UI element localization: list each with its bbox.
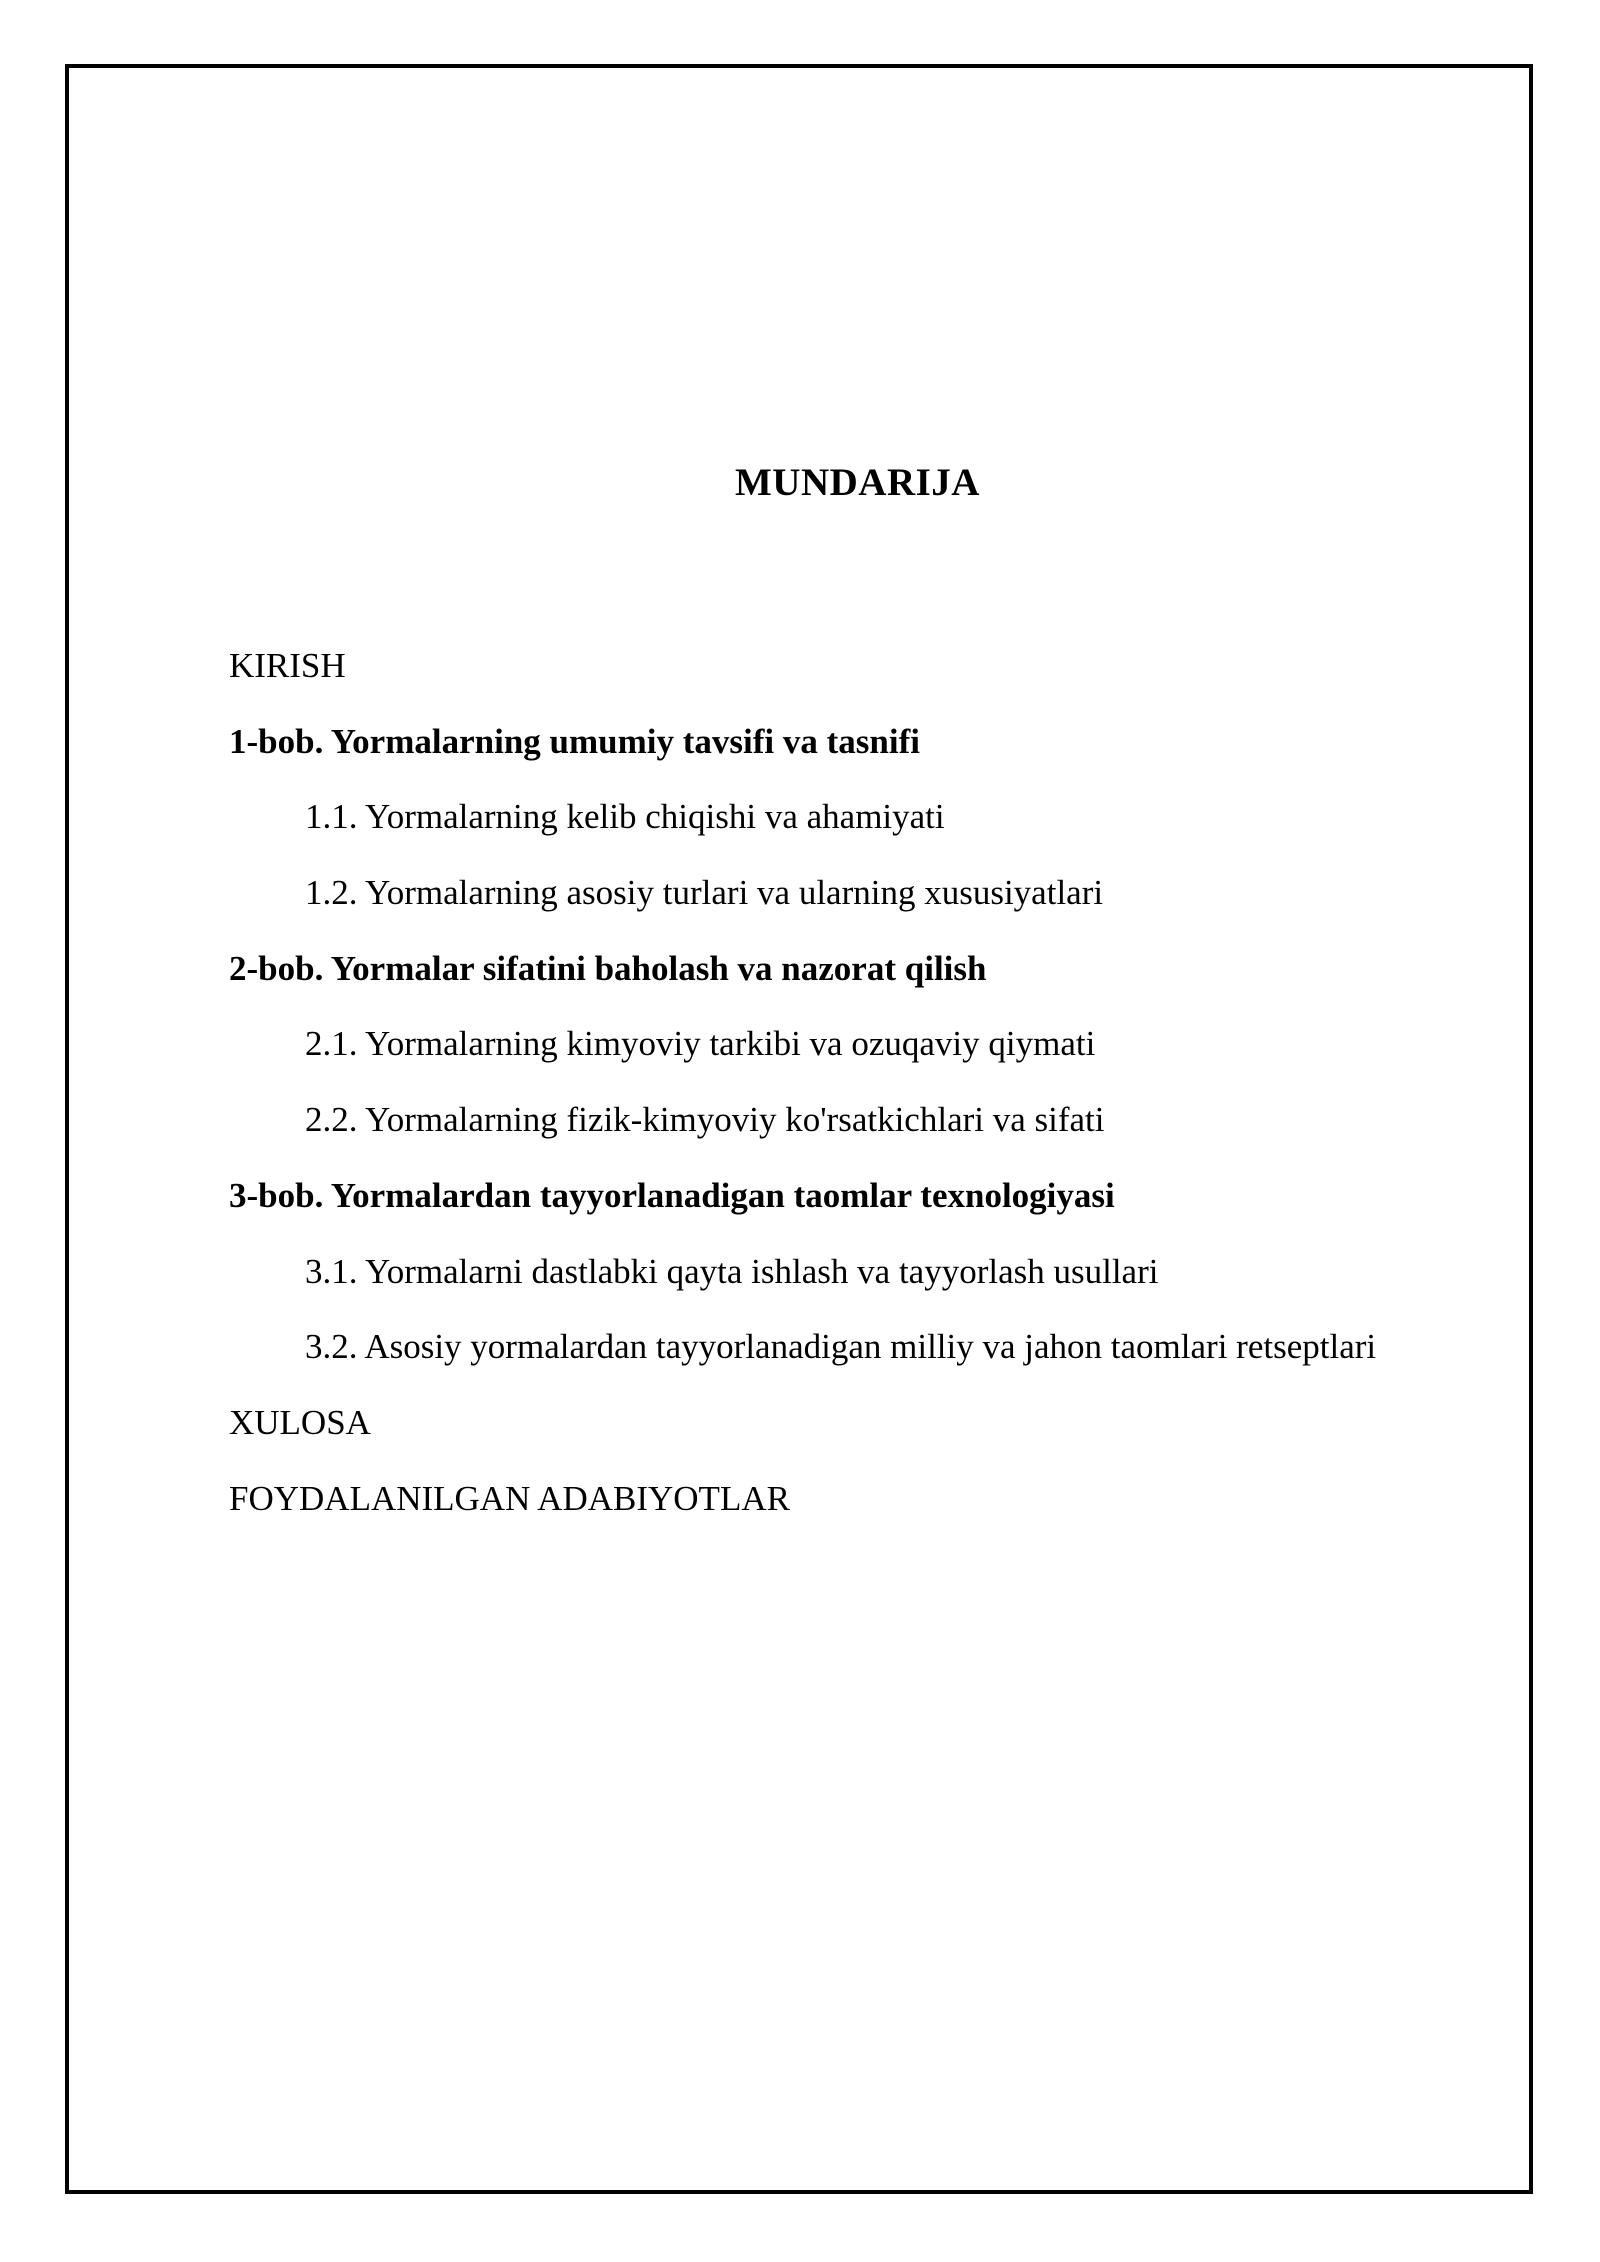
table-of-contents bbox=[229, 641, 1529, 1549]
toc-entry-section-3-1: 3.1. Yormalarni dastlabki qayta ishlash va tayyorlash usullari bbox=[305, 1251, 1159, 1291]
toc-entry-references: FOYDALANILGAN ADABIYOTLAR bbox=[229, 1478, 790, 1518]
toc-entry-introduction: KIRISH bbox=[229, 646, 346, 685]
toc-entry-chapter-2: 2-bob. Yormalar sifatini baholash va nazorat qilish bbox=[229, 948, 987, 988]
toc-entry-chapter-3: 3-bob. Yormalardan tayyorlanadigan taomlar texnologiyasi bbox=[229, 1175, 1115, 1215]
toc-entry-section-2-1: 2.1. Yormalarning kimyoviy tarkibi va ozuqaviy qiymati bbox=[305, 1024, 1096, 1064]
toc-entry-chapter-1: 1-bob. Yormalarning umumiy tavsifi va tasnifi bbox=[229, 721, 920, 761]
toc-entry-section-2-2: 2.2. Yormalarning fizik-kimyoviy ko'rsatkichlari va sifati bbox=[305, 1100, 1105, 1140]
toc-entry-section-1-1: 1.1. Yormalarning kelib chiqishi va ahamiyati bbox=[305, 797, 945, 837]
toc-entry-conclusion: XULOSA bbox=[229, 1402, 371, 1442]
toc-entry-section-3-2: 3.2. Asosiy yormalardan tayyorlanadigan milliy va jahon taomlari retseptlari bbox=[305, 1327, 1377, 1367]
toc-entry-section-1-2: 1.2. Yormalarning asosiy turlari va ularning xususiyatlari bbox=[305, 873, 1104, 913]
page-title: MUNDARIJA bbox=[735, 461, 980, 504]
